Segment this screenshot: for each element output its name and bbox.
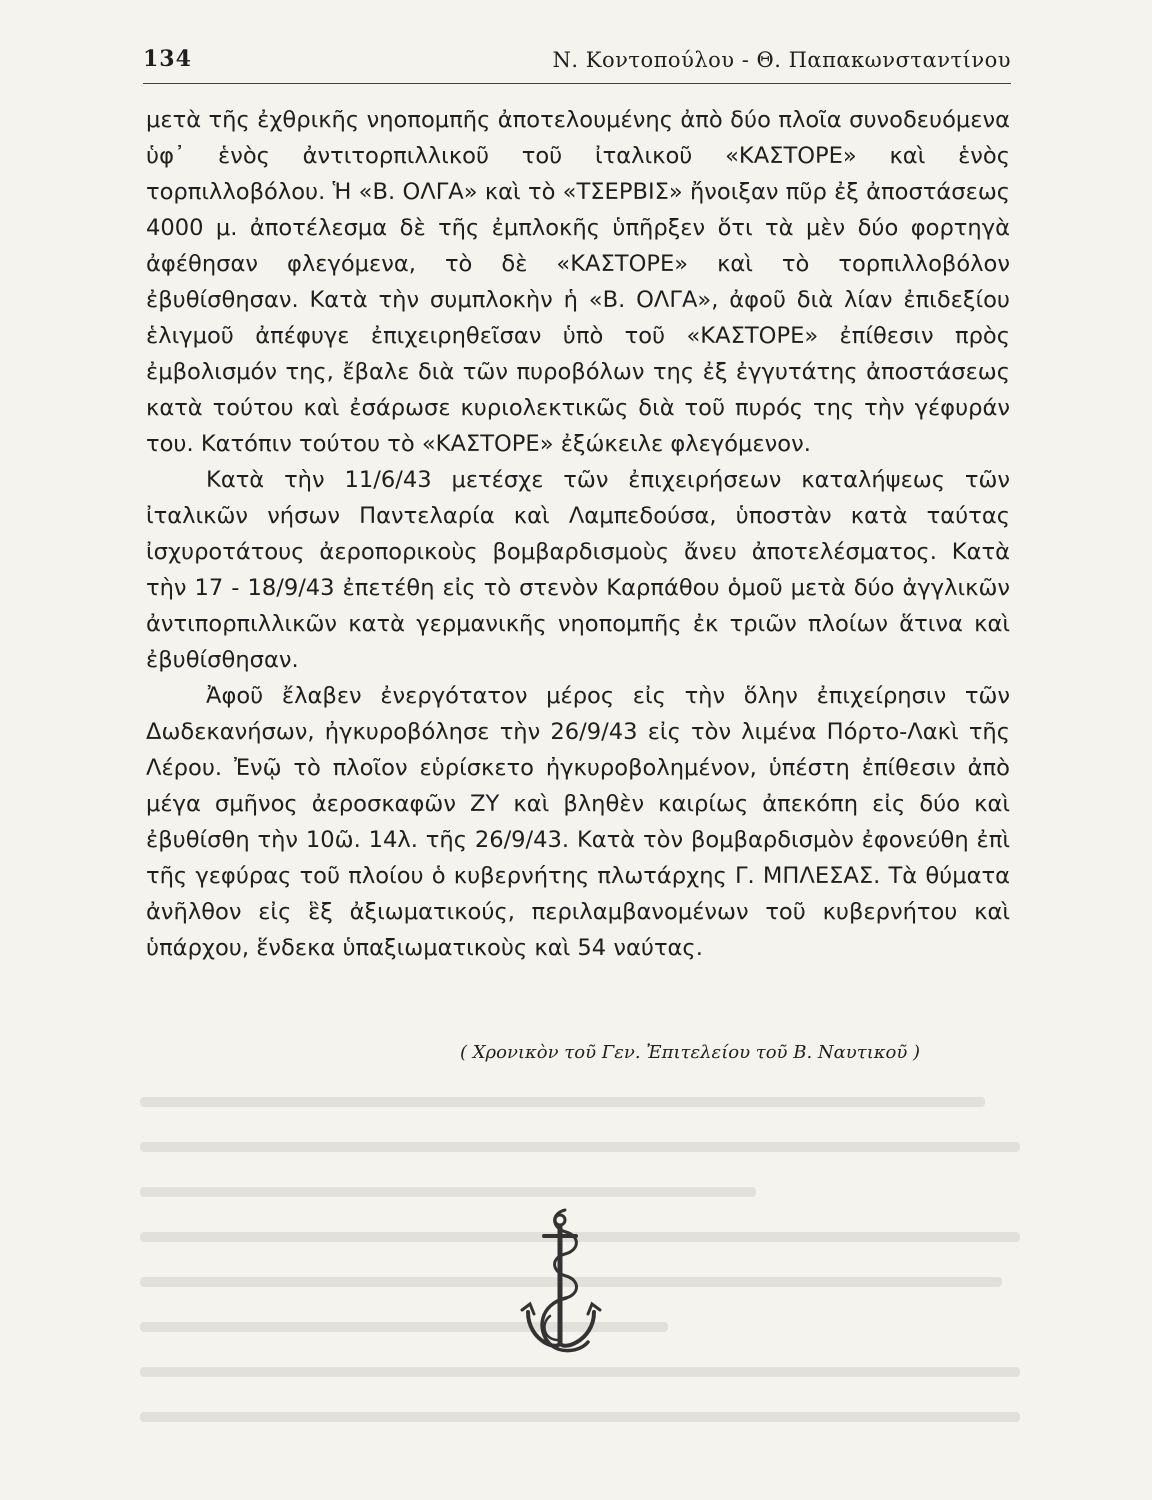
page-number: 134 — [143, 46, 192, 72]
anchor-emblem-icon — [510, 1192, 620, 1362]
paragraph-3: Ἀφοῦ ἔλαβεν ἐνεργότατον μέρος εἰς τὴν ὅλην ἐπιχείρησιν τῶν Δωδεκανήσων, ἠγκυροβόλησε τὴν 26/9/43 εἰς τὸν λιμένα Πόρτο-Λακὶ τῆς Λέρου. Ἐνῷ τὸ πλοῖον εὑρίσκετο ἠγκυροβολημένον, ὑπέστη ἐπίθεσιν ἀπὸ μέγα σμῆνος ἀεροσκαφῶν ΖΥ καὶ βληθὲν καιρίως ἀπεκόπη εἰς δύο καὶ ἐβυθίσθη τὴν 10ῶ. 14λ. τῆς 26/9/43. Κατὰ τὸν βομβαρδισμὸν ἐφονεύθη ἐπὶ τῆς γεφύρας τοῦ πλοίου ὁ κυβερνήτης πλωτάρχης Γ. ΜΠΛΕΣΑΣ. Τὰ θύματα ἀνῆλθον εἰς ἓξ ἀξιωματικούς, περιλαμβανομένων τοῦ κυβερνήτου καὶ ὑπάρχου, ἕνδεκα ὑπαξιωματικοὺς καὶ 54 ναύτας. — [146, 683, 1010, 961]
running-head: Ν. Κοντοπούλου - Θ. Παπακωνσταντίνου — [552, 48, 1011, 72]
header-rule — [143, 83, 1011, 84]
source-note: ( Χρονικὸν τοῦ Γεν. Ἐπιτελείου τοῦ Β. Ναυτικοῦ ) — [460, 1042, 921, 1063]
paragraph-1: μετὰ τῆς ἐχθρικῆς νηοπομπῆς ἀποτελουμένης ἀπὸ δύο πλοῖα συνοδευόμενα ὑφ᾽ ἑνὸς ἀντιτορπιλλικοῦ τοῦ ἰταλικοῦ «ΚΑΣΤΟΡΕ» καὶ ἑνὸς τορπιλλοβόλου. Ἡ «Β. ΟΛΓΑ» καὶ τὸ «ΤΣΕΡΒΙΣ» ἤνοιξαν πῦρ ἐξ ἀποστάσεως 4000 μ. ἀποτέλεσμα δὲ τῆς ἐμπλοκῆς ὑπῆρξεν ὅτι τὰ μὲν δύο φορτηγὰ ἀφέθησαν φλεγόμενα, τὸ δὲ «ΚΑΣΤΟΡΕ» καὶ τὸ τορπιλλοβόλον ἐβυθίσθησαν. Κατὰ τὴν συμπλοκὴν ἡ «Β. ΟΛΓΑ», ἀφοῦ διὰ λίαν ἐπιδεξίου ἑλιγμοῦ ἀπέφυγε ἐπιχειρηθεῖσαν ὑπὸ τοῦ «ΚΑΣΤΟΡΕ» ἐπίθεσιν πρὸς ἐμβολισμόν της, ἔβαλε διὰ τῶν πυροβόλων της ἐξ ἐγγυτάτης ἀποστάσεως κατὰ τούτου καὶ ἐσάρωσε κυριολεκτικῶς διὰ τοῦ πυρός της τὴν γέφυράν του. Κατόπιν τούτου τὸ «ΚΑΣΤΟΡΕ» ἐξώκειλε φλεγόμενον. — [146, 107, 1010, 457]
paragraph-2: Κατὰ τὴν 11/6/43 μετέσχε τῶν ἐπιχειρήσεων καταλήψεως τῶν ἰταλικῶν νήσων Παντελαρία καὶ Λαμπεδούσα, ὑποστὰν κατὰ ταύτας ἰσχυροτάτους ἀεροπορικοὺς βομβαρδισμοὺς ἄνευ ἀποτελέσματος. Κατὰ τὴν 17 - 18/9/43 ἐπετέθη εἰς τὸ στενὸν Καρπάθου ὁμοῦ μετὰ δύο ἀγγλικῶν ἀντιπορπιλλικῶν κατὰ γερμανικῆς νηοπομπῆς ἐκ τριῶν πλοίων ἅτινα καὶ ἐβυθίσθησαν. — [146, 467, 1010, 673]
body-text — [146, 102, 1010, 966]
page-header — [143, 42, 1011, 82]
